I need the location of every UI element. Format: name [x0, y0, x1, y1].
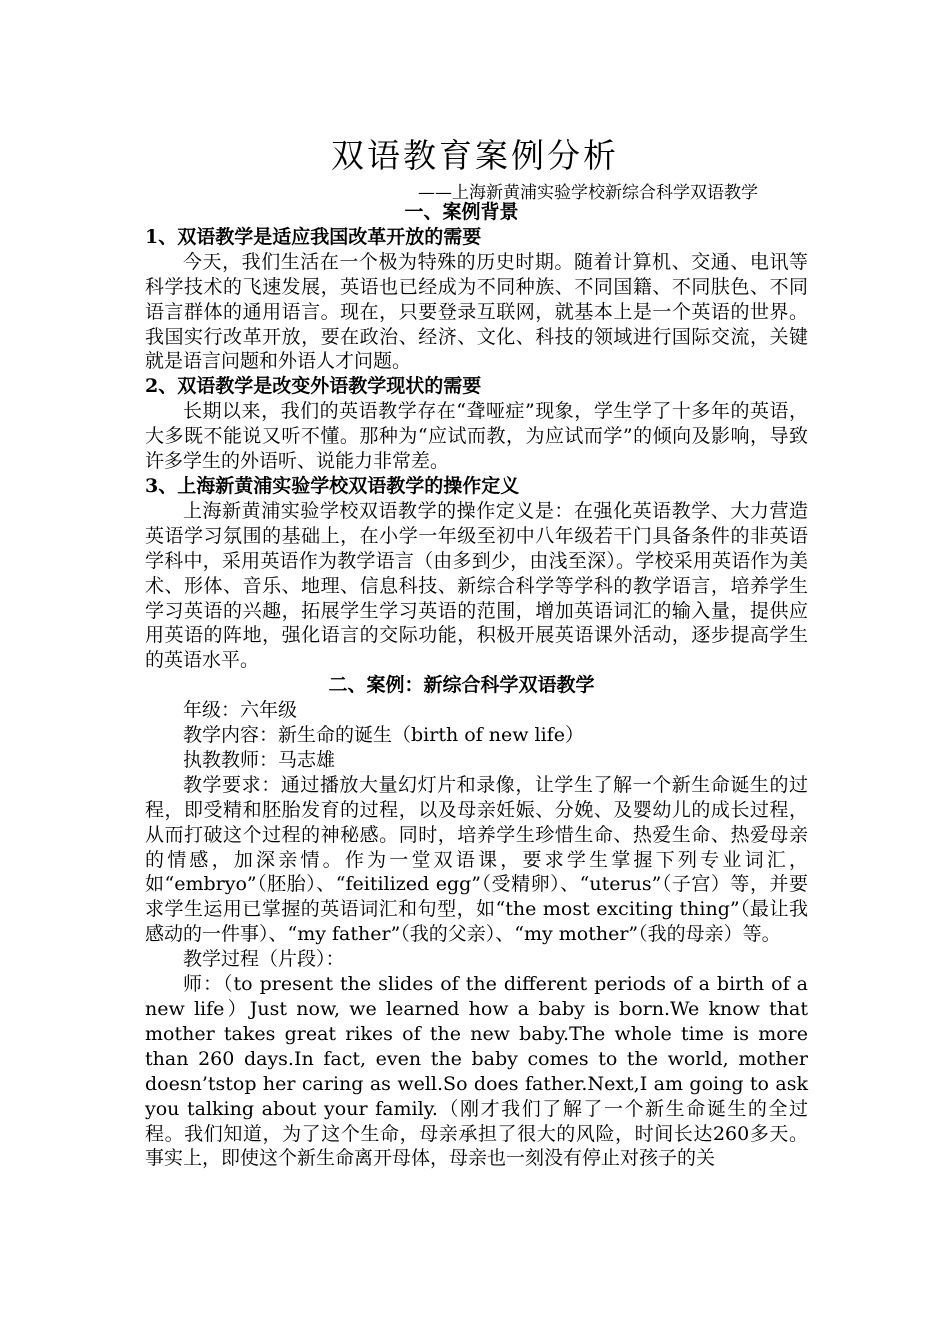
item-heading-1: 1、双语教学是适应我国改革开放的需要: [145, 225, 482, 248]
teacher-line: 执教教师：马志雄: [183, 748, 336, 771]
document-subtitle: ——上海新黄浦实验学校新综合科学双语教学: [418, 183, 758, 203]
section-heading-background: 一、案例背景: [404, 201, 519, 223]
dialogue-paragraph: 师：（to present the slides of the different periods of a birth of a new life）Just now, we learned how a baby is born.We know that mother takes great rikes of the new baby.The whole time is more than 260 days.In fact, even the baby comes to the world, mother doesn’tstop her caring as well.So does father.Next,I am going to ask you talking about your family.（刚才我们了解了一个新生命诞生的全过程。我们知道，为了这个生命，母亲承担了很大的风险，时间长达260多天。事实上，即使这个新生命离开母体，母亲也一刻没有停止对孩子的关: [145, 973, 808, 1170]
section-heading-case: 二、案例：新综合科学双语教学: [328, 674, 595, 697]
paragraph-1: 今天，我们生活在一个极为特殊的历史时期。随着计算机、交通、电讯等科学技术的飞速发展，英语也已经成为不同种族、不同国籍、不同肤色、不同语言群体的通用语言。现在，只要登录互联网，就基本上是一个英语的世界。我国实行改革开放，要在政治、经济、文化、科技的领域进行国际交流，关键就是语言问题和外语人才问题。: [145, 250, 808, 373]
grade-line: 年级：六年级: [183, 699, 298, 722]
content-line: 教学内容：新生命的诞生（birth of new life）: [183, 724, 584, 747]
document-title: 双语教育案例分析: [331, 136, 619, 175]
requirements-paragraph: 教学要求：通过播放大量幻灯片和录像，让学生了解一个新生命诞生的过程，即受精和胚胎发育的过程，以及母亲妊娠、分娩、及婴幼儿的成长过程，从而打破这个过程的神秘感。同时，培养学生珍惜生命、热爱生命、热爱母亲的情感，加深亲情。作为一堂双语课，要求学生掌握下列专业词汇，如“embryo”（胚胎）、“feitilized egg”（受精卵）、“uterus”（子宫）等，并要求学生运用已掌握的英语词汇和句型，如“the most exciting thing”（最让我感动的一件事）、“my father”（我的父亲）、“my mother”（我的母亲）等。: [145, 773, 808, 946]
paragraph-2: 长期以来，我们的英语教学存在“聋哑症”现象，学生学了十多年的英语，大多既不能说又听不懂。那种为“应试而教，为应试而学”的倾向及影响，导致许多学生的外语听、说能力非常差。: [145, 400, 808, 473]
document-body: [145, 200, 808, 1171]
item-heading-2: 2、双语教学是改变外语教学现状的需要: [145, 375, 482, 398]
process-line: 教学过程（片段）：: [183, 948, 345, 971]
paragraph-3: 上海新黄浦实验学校双语教学的操作定义是：在强化英语教学、大力营造英语学习氛围的基础上，在小学一年级至初中八年级若干门具备条件的非英语学科中，采用英语作为教学语言（由多到少，由浅至深）。学校采用英语作为美术、形体、音乐、地理、信息科技、新综合科学等学科的教学语言，培养学生学习英语的兴趣，拓展学生学习英语的范围，增加英语词汇的输入量，提供应用英语的阵地，强化语言的交际功能，积极开展英语课外活动，逐步提高学生的英语水平。: [145, 499, 808, 672]
item-heading-3: 3、上海新黄浦实验学校双语教学的操作定义: [145, 474, 520, 497]
